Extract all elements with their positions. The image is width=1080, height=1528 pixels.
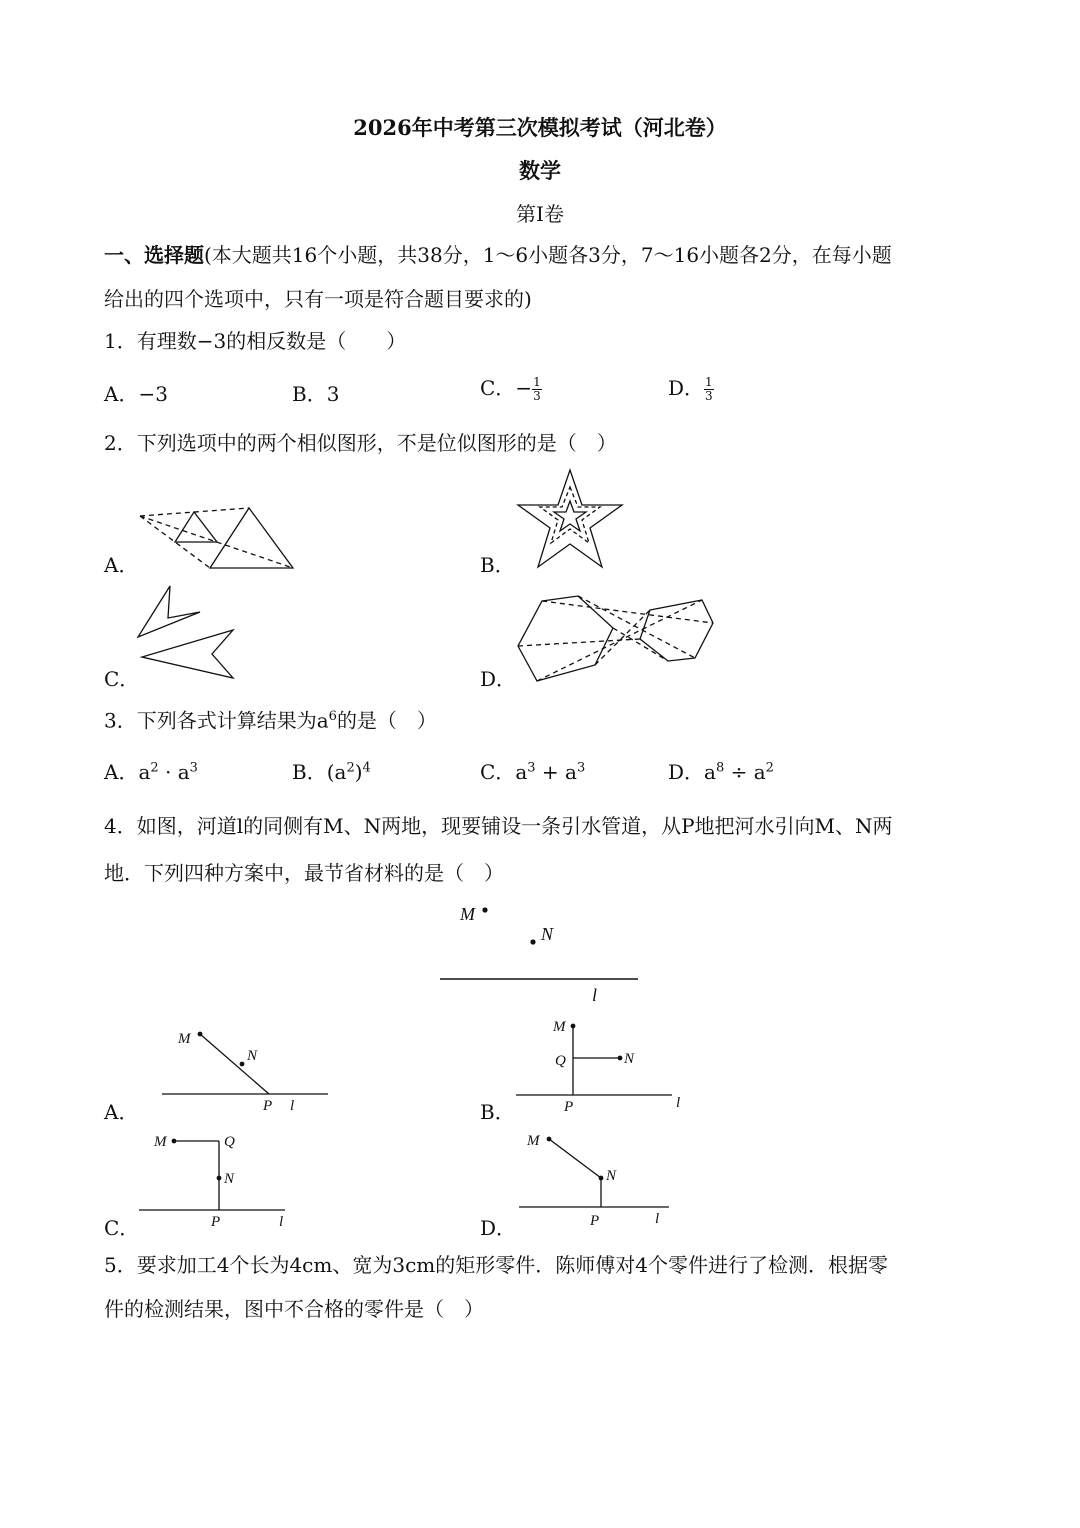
- svg-text:N: N: [624, 1051, 635, 1067]
- svg-text:Q: Q: [555, 1053, 566, 1069]
- q4-figure-b: [510, 1012, 695, 1117]
- subject-title: 数学: [519, 158, 561, 183]
- svg-text:M: M: [154, 1134, 167, 1150]
- q3-option-d: D．$a^8 \div a^2$: [668, 760, 774, 784]
- q3-option-b: B．$(a^2)^4$: [292, 760, 371, 784]
- section-heading-rest: (本大题共16个小题，共38分，1～6小题各3分，7～16小题各2分，在每小题: [204, 243, 892, 267]
- q4-figure-a: [150, 1020, 340, 1120]
- q1-stem: 1．有理数−3的相反数是（ ）: [104, 329, 407, 353]
- svg-text:l: l: [655, 1211, 660, 1227]
- svg-text:l: l: [290, 1098, 295, 1114]
- q4-option-b-label: B．: [480, 1100, 515, 1124]
- svg-text:P: P: [590, 1213, 600, 1229]
- q2-figure-c: [130, 580, 250, 685]
- q1-option-a: A．−3: [104, 382, 168, 406]
- q4-figure-d: [515, 1125, 675, 1230]
- fraction: $\frac{1}{3}$: [533, 375, 541, 403]
- q3-stem: 3．下列各式计算结果为$a^6$的是（ ）: [104, 708, 437, 733]
- triangle-small: [175, 512, 217, 542]
- q4-stem-line2: 地．下列四种方案中，最节省材料的是（ ）: [104, 861, 504, 885]
- q5-stem-line1: 5．要求加工4个长为4cm、宽为3cm的矩形零件．陈师傅对4个零件进行了检测．根据零: [104, 1253, 888, 1277]
- q4-figure-c: [135, 1127, 305, 1227]
- svg-text:M: M: [527, 1133, 540, 1149]
- volume-label: 第Ⅰ卷: [516, 202, 564, 226]
- section-heading-bold: 一、选择题: [104, 243, 204, 267]
- q2-option-a-label: A．: [104, 553, 139, 577]
- section-heading-line2: 给出的四个选项中，只有一项是符合题目要求的): [104, 287, 532, 311]
- q5-stem-line2: 件的检测结果，图中不合格的零件是（ ）: [104, 1297, 484, 1321]
- label-l: l: [592, 985, 598, 1005]
- svg-text:l: l: [676, 1095, 681, 1111]
- q2-option-d-label: D．: [480, 667, 517, 691]
- q1-option-d: D． $\frac{1}{3}$: [668, 375, 713, 403]
- svg-text:M: M: [178, 1031, 191, 1047]
- q4-option-a-label: A．: [104, 1100, 139, 1124]
- q2-figure-d: [510, 588, 720, 688]
- svg-text:P: P: [211, 1214, 221, 1227]
- q4-stem-line1: 4．如图，河道l的同侧有M、N两地，现要铺设一条引水管道，从P地把河水引向M、N两: [104, 814, 893, 838]
- fraction: $\frac{1}{3}$: [705, 375, 713, 403]
- exam-title: 2026年中考第三次模拟考试（河北卷）: [353, 115, 727, 140]
- svg-text:P: P: [263, 1098, 273, 1114]
- q2-figure-b: [510, 465, 635, 575]
- svg-text:M: M: [553, 1019, 566, 1035]
- section-heading-line1: [104, 240, 892, 270]
- q4-option-c-label: C．: [104, 1216, 140, 1240]
- q1-option-c: C．− $\frac{1}{3}$: [480, 375, 541, 403]
- q1-option-b: B．3: [292, 382, 340, 406]
- point-m: [482, 907, 487, 912]
- svg-text:N: N: [247, 1048, 258, 1064]
- q3-option-a: A．$a^2 \cdot a^3$: [104, 760, 198, 784]
- svg-text:N: N: [224, 1171, 235, 1187]
- svg-text:l: l: [279, 1214, 284, 1227]
- label-m: M: [460, 904, 475, 924]
- q2-figure-a: [130, 500, 310, 580]
- svg-text:Q: Q: [224, 1134, 235, 1150]
- q4-option-d-label: D．: [480, 1216, 517, 1240]
- q3-option-c: C．$a^3 + a^3$: [480, 760, 586, 784]
- q2-stem: 2．下列选项中的两个相似图形，不是位似图形的是（ ）: [104, 431, 617, 455]
- label-n: N: [541, 924, 554, 944]
- q2-option-c-label: C．: [104, 667, 140, 691]
- triangle-large: [210, 508, 293, 568]
- q4-main-figure: [430, 895, 650, 1010]
- svg-text:N: N: [606, 1168, 617, 1184]
- q2-option-b-label: B．: [480, 553, 515, 577]
- svg-text:P: P: [564, 1099, 574, 1115]
- point-n: [530, 939, 535, 944]
